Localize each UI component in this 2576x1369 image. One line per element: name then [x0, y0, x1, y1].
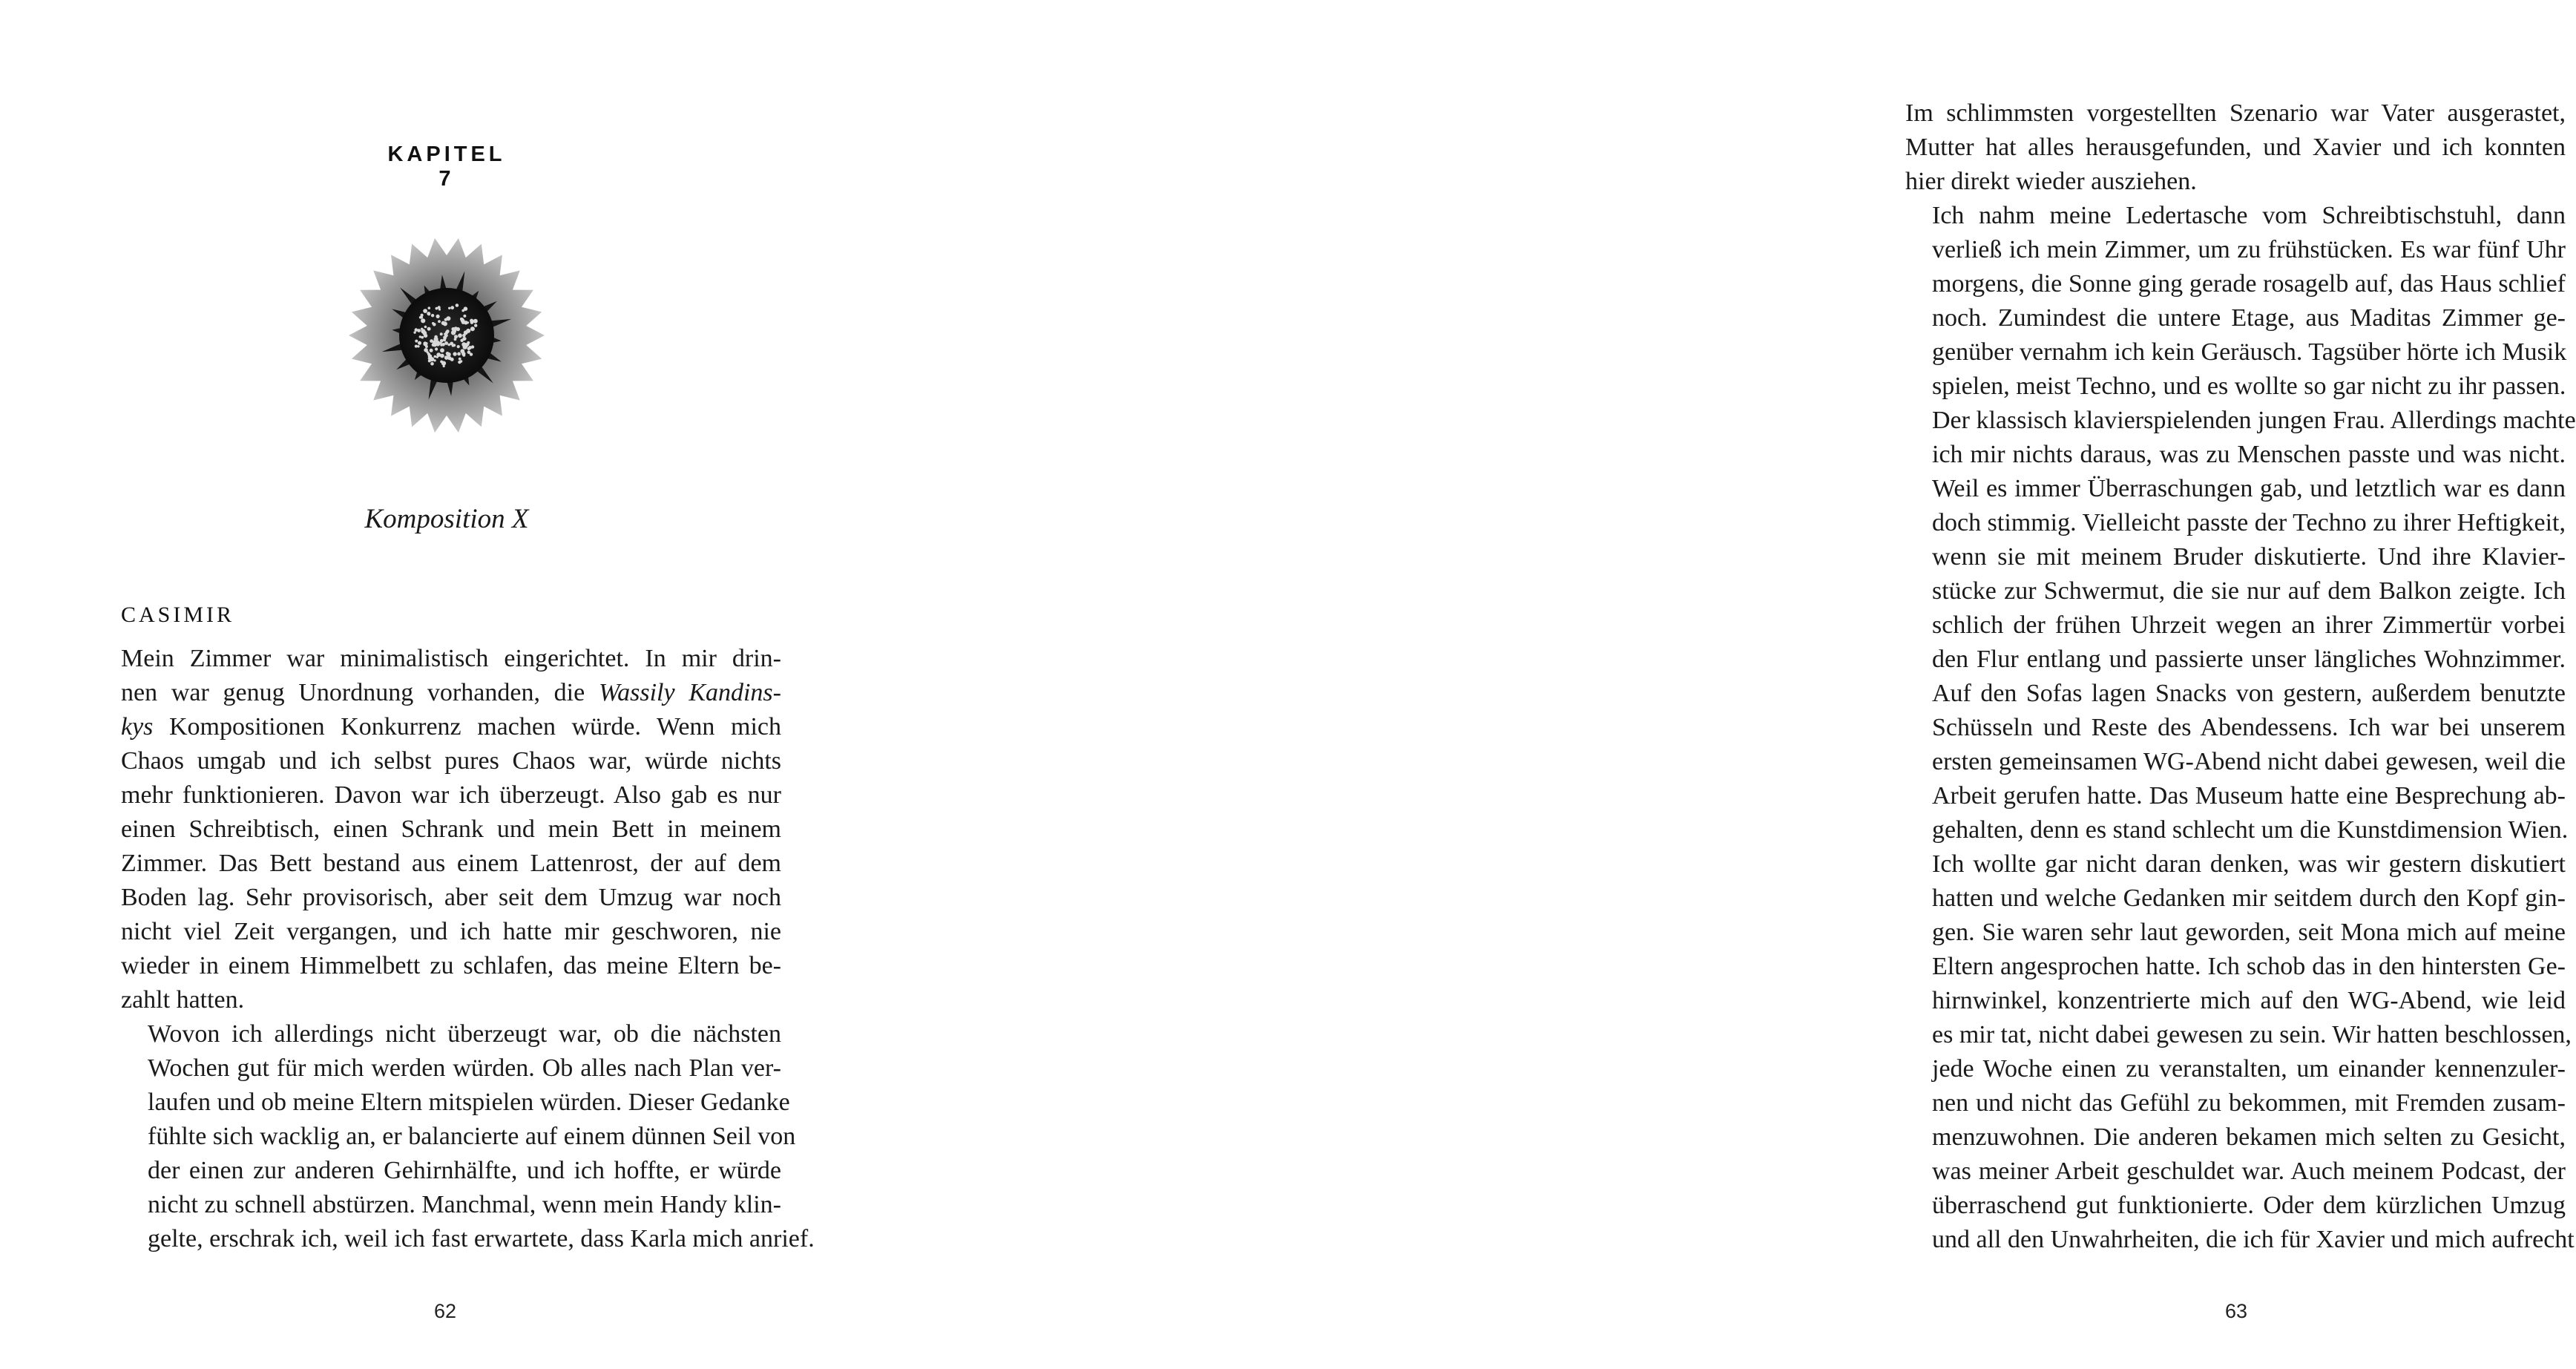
text-line: hirnwinkel, konzentrierte mich auf den WG-Abend, wie leid — [1932, 987, 2566, 1014]
text-line: Wochen gut für mich werden würden. Ob alles nach Plan ver- — [148, 1054, 781, 1082]
left-body-text — [121, 642, 815, 1256]
text-line: ich mir nichts daraus, was zu Menschen passte und was nicht. — [1932, 441, 2566, 468]
text-line: nicht viel Zeit vergangen, und ich hatte mir geschworen, nie — [121, 918, 781, 945]
text-line: doch stimmig. Vielleicht passte der Techno zu ihrer Heftigkeit, — [1932, 509, 2566, 536]
text-line: Ich nahm meine Ledertasche vom Schreibtischstuhl, dann — [1932, 202, 2566, 229]
text-line: laufen und ob meine Eltern mitspielen würden. Dieser Gedanke — [148, 1089, 790, 1116]
paragraph — [121, 642, 781, 1017]
text-line: zahlt hatten. — [121, 986, 245, 1014]
right-page — [890, 0, 2576, 1369]
text-line: fühlte sich wacklig an, er balancierte auf einem dünnen Seil von — [148, 1123, 796, 1150]
text-line: gehalten, denn es stand schlecht um die Kunstdimension Wien. — [1932, 816, 2569, 844]
text-line: einen Schreibtisch, einen Schrank und mein Bett in meinem — [121, 815, 781, 843]
text-line: und all den Unwahrheiten, die ich für Xavier und mich aufrecht — [1932, 1226, 2575, 1253]
text-line: Boden lag. Sehr provisorisch, aber seit dem Umzug war noch — [121, 884, 781, 911]
text-line: Eltern angesprochen hatte. Ich schob das in den hintersten Ge- — [1932, 953, 2566, 980]
text-line: noch. Zumindest die untere Etage, aus Maditas Zimmer ge- — [1932, 304, 2566, 332]
text-line: Mutter hat alles herausgefunden, und Xavier und ich konnten — [1905, 134, 2566, 161]
text-line: wenn sie mit meinem Bruder diskutierte. Und ihre Klavier- — [1932, 543, 2566, 571]
text-line: morgens, die Sonne ging gerade rosagelb auf, das Haus schlief — [1932, 270, 2566, 298]
text-line: Der klassisch klavierspielenden jungen Frau. Allerdings machte — [1932, 407, 2576, 434]
text-line: Mein Zimmer war minimalistisch eingerichtet. In mir drin- — [121, 645, 781, 672]
text-line: kys Kompositionen Konkurrenz machen würde. Wenn mich — [121, 713, 781, 741]
text-line: der einen zur anderen Gehirnhälfte, und ich hoffte, er würde — [148, 1157, 781, 1184]
paragraph — [1905, 96, 2566, 199]
flower-icon — [343, 229, 551, 442]
paragraph — [1905, 199, 2576, 1257]
text-line: nen und nicht das Gefühl zu bekommen, mit Fremden zusam- — [1932, 1089, 2566, 1117]
text-line: Weil es immer Überraschungen gab, und letztlich war es dann — [1932, 475, 2566, 502]
text-line: schlich der frühen Uhrzeit wegen an ihrer Zimmertür vorbei — [1932, 611, 2566, 639]
text-line: stücke zur Schwermut, die sie nur auf dem Balkon zeigte. Ich — [1932, 577, 2566, 605]
text-line: gelte, erschrak ich, weil ich fast erwartete, dass Karla mich anrief. — [148, 1225, 815, 1253]
text-line: Zimmer. Das Bett bestand aus einem Lattenrost, der auf dem — [121, 850, 781, 877]
text-line: nen war genug Unordnung vorhanden, die Wassily Kandins- — [121, 679, 781, 706]
text-line: was meiner Arbeit geschuldet war. Auch meinem Podcast, der — [1932, 1158, 2566, 1185]
text-line: Schüsseln und Reste des Abendessens. Ich war bei unserem — [1932, 714, 2566, 741]
text-line: hier direkt wieder ausziehen. — [1905, 168, 2197, 195]
right-body-text — [1905, 96, 2576, 1257]
text-line: Wovon ich allerdings nicht überzeugt war, ob die nächsten — [148, 1020, 781, 1048]
text-line: wieder in einem Himmelbett zu schlafen, das meine Eltern be- — [121, 952, 781, 979]
text-line: menzuwohnen. Die anderen bekamen mich selten zu Gesicht, — [1932, 1123, 2566, 1151]
chapter-title: Komposition X — [364, 504, 529, 534]
text-line: Auf den Sofas lagen Snacks von gestern, außerdem benutzte — [1932, 680, 2566, 707]
text-line: überraschend gut funktionierte. Oder dem kürzlichen Umzug — [1932, 1192, 2566, 1219]
text-line: gen. Sie waren sehr laut geworden, seit Mona mich auf meine — [1932, 919, 2566, 946]
text-line: verließ ich mein Zimmer, um zu frühstücken. Es war fünf Uhr — [1932, 236, 2566, 263]
text-line: Ich wollte gar nicht daran denken, was wir gestern diskutiert — [1932, 850, 2566, 878]
left-page — [0, 0, 890, 1369]
text-line: ersten gemeinsamen WG-Abend nicht dabei gewesen, weil die — [1932, 748, 2566, 775]
page-number: 62 — [433, 1300, 457, 1322]
text-line: spielen, meist Techno, und es wollte so gar nicht zu ihr passen. — [1932, 372, 2566, 400]
narrator-name: CASIMIR — [121, 603, 235, 627]
text-line: Im schlimmsten vorgestellten Szenario war Vater ausgerastet, — [1905, 99, 2566, 127]
text-line: Arbeit gerufen hatte. Das Museum hatte eine Besprechung ab- — [1932, 782, 2566, 810]
text-line: mehr funktionieren. Davon war ich überzeugt. Also gab es nur — [121, 781, 781, 809]
chapter-label: KAPITEL 7 — [387, 142, 506, 191]
paragraph — [121, 1017, 815, 1256]
text-line: den Flur entlang und passierte unser längliches Wohnzimmer. — [1932, 646, 2566, 673]
text-line: genüber vernahm ich kein Geräusch. Tagsüber hörte ich Musik — [1932, 338, 2567, 366]
text-line: nicht zu schnell abstürzen. Manchmal, wenn mein Handy klin- — [148, 1191, 781, 1218]
text-line: hatten und welche Gedanken mir seitdem durch den Kopf gin- — [1932, 884, 2566, 912]
page-number: 63 — [2224, 1300, 2248, 1322]
text-line: Chaos umgab und ich selbst pures Chaos war, würde nichts — [121, 747, 781, 775]
text-line: jede Woche einen zu veranstalten, um einander kennenzuler- — [1932, 1055, 2566, 1083]
text-line: es mir tat, nicht dabei gewesen zu sein. Wir hatten beschlossen, — [1932, 1021, 2572, 1048]
